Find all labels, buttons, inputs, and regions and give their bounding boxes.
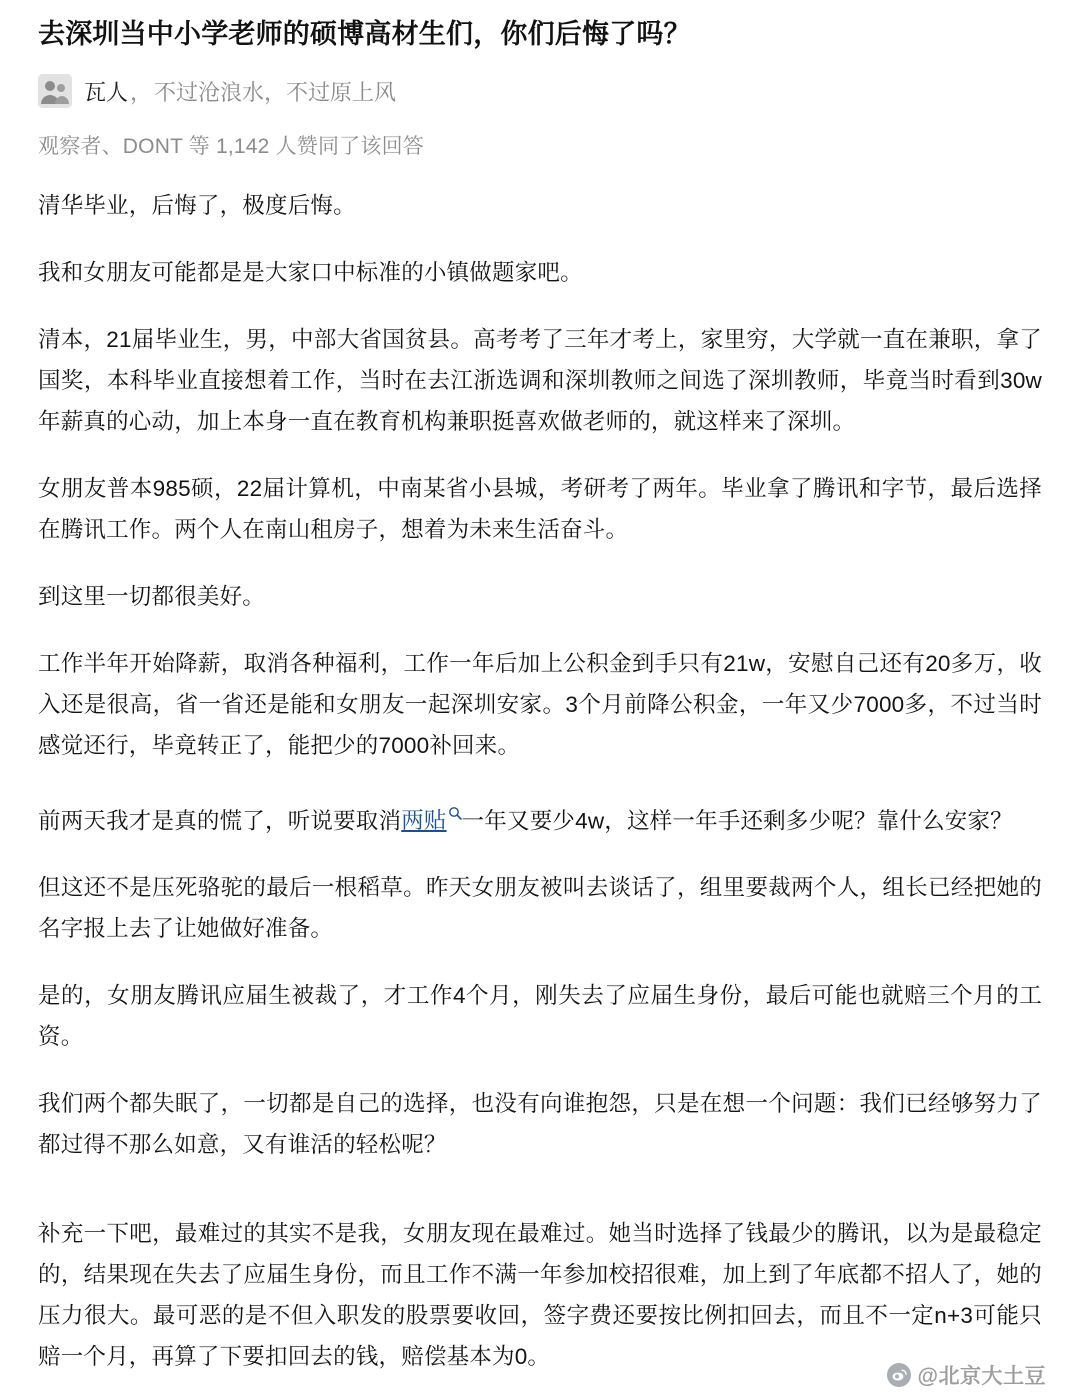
answer-paragraph-with-link (38, 793, 1042, 842)
answer-paragraph: 清本，21届毕业生，男，中部大省国贫县。高考考了三年才考上，家里穷，大学就一直在兼职，拿了国奖，本科毕业直接想着工作，当时在去江浙选调和深圳教师之间选了深圳教师，毕竟当时看到30w年薪真的心动，加上本身一直在教育机构兼职挺喜欢做老师的，就这样来了深圳。 (38, 327, 1042, 435)
weibo-logo-icon (887, 1363, 911, 1387)
answer-paragraph: 女朋友普本985硕，22届计算机，中南某省小县城，考研考了两年。毕业拿了腾讯和字节，最后选择在腾讯工作。两个人在南山租房子，想着为未来生活奋斗。 (38, 476, 1042, 543)
answer-paragraph: 我和女朋友可能都是是大家口中标准的小镇做题家吧。 (38, 260, 583, 286)
answer-paragraph: 到这里一切都很美好。 (38, 584, 266, 609)
watermark (887, 1360, 1046, 1390)
author-row[interactable] (38, 74, 1042, 108)
answer-paragraph: 但这还不是压死骆驼的最后一根稻草。昨天女朋友被叫去谈话了，组里要裁两个人，组长已经把她的名字报上去了让她做好准备。 (38, 875, 1042, 942)
answer-paragraph: 我们两个都失眠了，一切都是自己的选择，也没有向谁抱怨，只是在想一个问题：我们已经够努力了都过得不那么如意，又有谁活的轻松呢？ (38, 1090, 1042, 1157)
answer-paragraph: 补充一下吧，最难过的其实不是我，女朋友现在最难过。她当时选择了钱最少的腾讯，以为是最稳定的，结果现在失去了应届生身份，而且工作不满一年参加校招很难，加上到了年底都不招人了，她的压力很大。最可恶的是不但入职发的股票要收回，签字费还要按比例扣回去，而且不一定n+3可能只赔一个月，再算了下要扣回去的钱，赔偿基本为0。 (38, 1220, 1042, 1369)
author-name[interactable]: 瓦人 (84, 79, 129, 105)
answer-paragraph: 清华毕业，后悔了，极度后悔。 (38, 193, 356, 219)
paragraph-text-after: 一年又要少4w，这样一年手还剩多少呢？靠什么安家？ (461, 808, 1013, 834)
search-icon[interactable] (448, 793, 462, 834)
user-avatar-icon[interactable] (38, 74, 72, 108)
answer-paragraph: 工作半年开始降薪，取消各种福利，工作一年后加上公积金到手只有21w，安慰自己还有20多万，收入还是很高，省一省还是能和女朋友一起深圳安家。3个月前降公积金，一年又少7000多，不过当时感觉还行，毕竟转正了，能把少的7000补回来。 (38, 650, 1042, 758)
inline-link-label: 两贴 (401, 808, 447, 834)
paragraph-text-before: 前两天我才是真的慌了，听说要取消 (38, 808, 402, 834)
voters-summary: 观察者、DONT 等 1,142 人赞同了该回答 (38, 135, 424, 159)
inline-search-link[interactable] (401, 808, 461, 833)
author-separator: ， (130, 79, 153, 105)
watermark-text: @北京大土豆 (917, 1365, 1046, 1388)
page-title: 去深圳当中小学老师的硕博高材生们，你们后悔了吗？ (38, 19, 691, 49)
answer-paragraph: 是的，女朋友腾讯应届生被裁了，才工作4个月，刚失去了应届生身份，最后可能也就赔三个月的工资。 (38, 983, 1042, 1049)
author-bio: 不过沧浪水，不过原上风 (154, 79, 397, 105)
